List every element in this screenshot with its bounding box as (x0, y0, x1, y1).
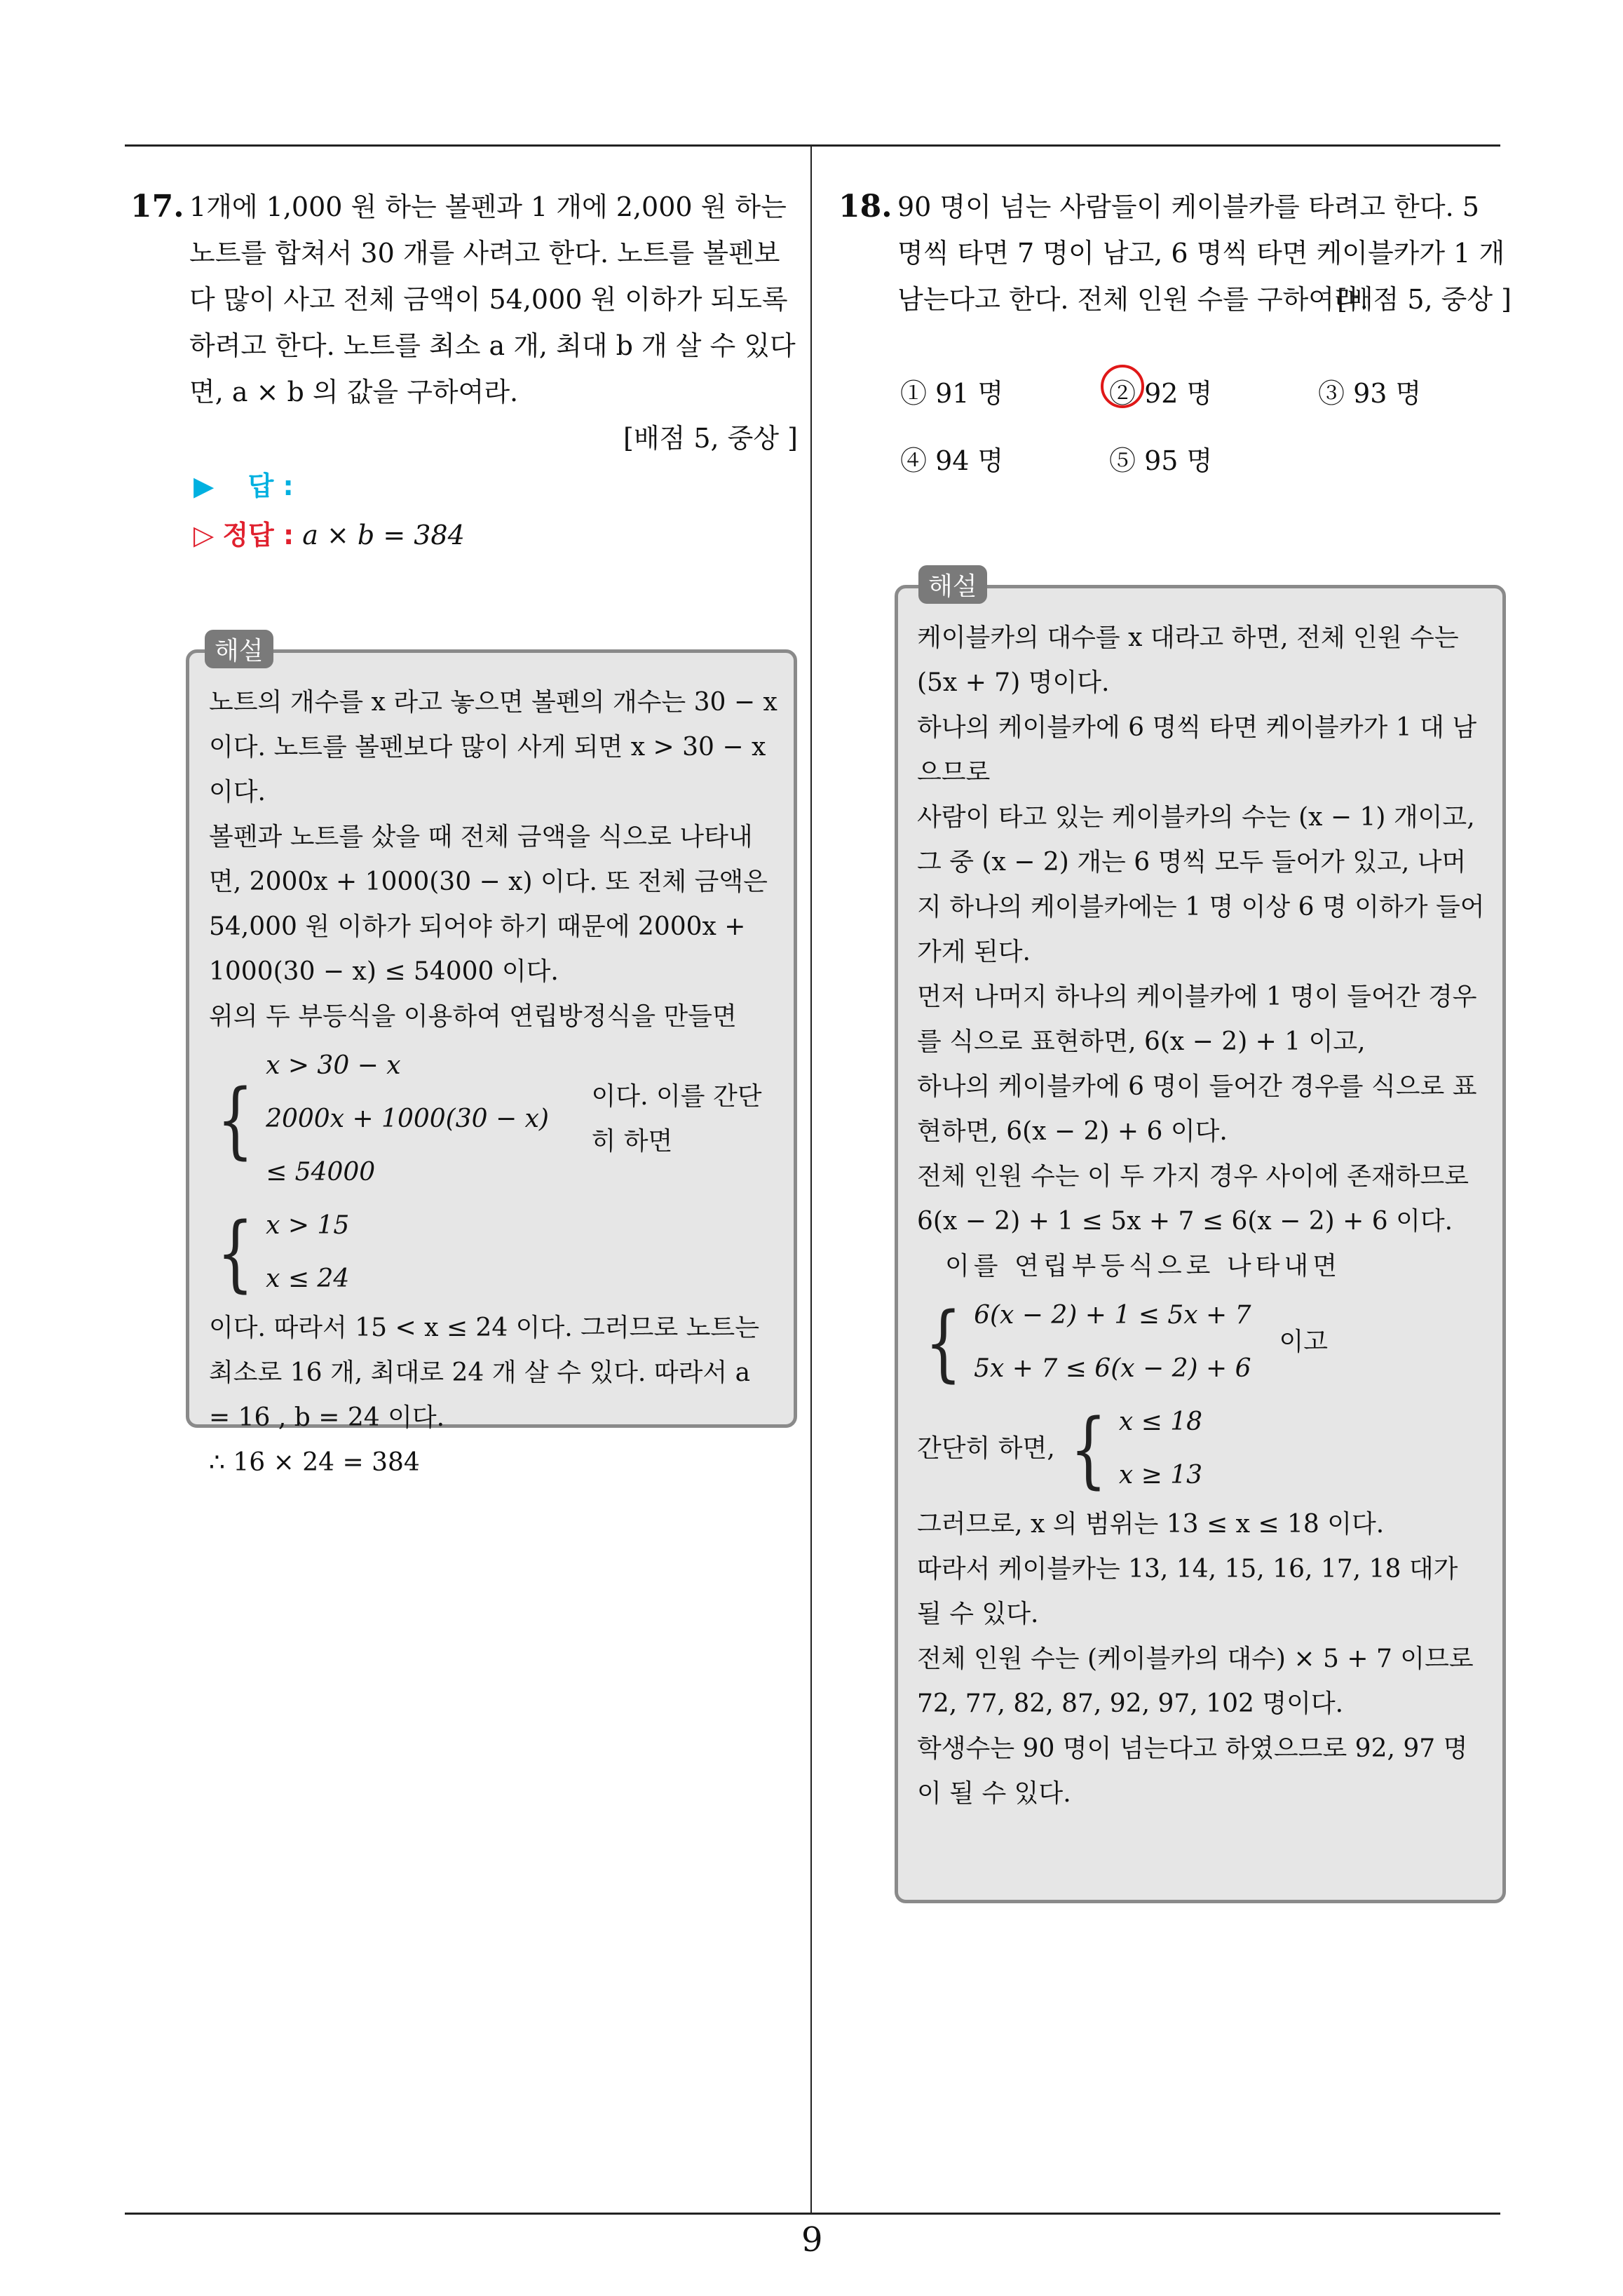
correct-value: a × b = 384 (302, 520, 465, 551)
choice-4[interactable]: ④ 94 명 (900, 445, 1004, 476)
explanation-paragraph: 하나의 케이블카에 6 명씩 타면 케이블카가 1 대 남으므로 (917, 713, 1477, 787)
inequality: 6(x − 2) + 1 ≤ 5x + 7 (974, 1301, 1251, 1330)
explanation-paragraph: ∴ 16 × 24 = 384 (209, 1448, 420, 1477)
score-label: [배점 5, 중상 ] (1337, 284, 1512, 315)
explanation-fragment: 이고 (1279, 1328, 1329, 1356)
explanation-paragraph: 케이블카의 대수를 x 대라고 하면, 전체 인원 수는 (5x + 7) 명이다. (917, 623, 1459, 697)
explanation-paragraph: 학생수는 90 명이 넘는다고 하였으므로 92, 97 명이 될 수 있다. (917, 1734, 1468, 1808)
score-label: [배점 5, 중상 ] (623, 423, 798, 454)
column-divider (810, 144, 812, 2213)
question-text: 90 명이 넘는 사람들이 케이블카를 타려고 한다. 5 명씩 타면 7 명이 남고, 6 명씩 타면 케이블카가 1 개 남는다고 한다. 전체 인원 수를 구하여라. (897, 191, 1505, 315)
system-of-inequalities (209, 1039, 778, 1199)
top-rule (125, 144, 1500, 147)
choice-1[interactable]: ① 91 명 (900, 378, 1004, 409)
answer-label: 답 : (247, 471, 294, 501)
explanation-text-17 (209, 680, 778, 1485)
selected-choice-circle-icon (1101, 365, 1144, 408)
question-17 (130, 184, 798, 461)
inequality: 5x + 7 ≤ 6(x − 2) + 6 (974, 1354, 1251, 1383)
explanation-paragraph: 볼펜과 노트를 샀을 때 전체 금액을 식으로 나타내면, 2000x + 1000(30 − x) 이다. 또 전체 금액은 54,000 원 이하가 되어야 하기 때문에 2000x + 1000(30 − x) ≤ 54000 이다. (209, 823, 768, 986)
correct-label: 정답 : (222, 520, 294, 551)
correct-answer-line (193, 512, 465, 558)
page-number: 9 (801, 2220, 823, 2260)
explanation-paragraph: 그러므로, x 의 범위는 13 ≤ x ≤ 18 이다. (917, 1510, 1385, 1539)
question-18-stem (838, 184, 1512, 323)
inequality: 2000x + 1000(30 − x) ≤ 54000 (266, 1105, 549, 1187)
system-of-inequalities (917, 1289, 1486, 1396)
inequality: x ≤ 18 (1118, 1407, 1203, 1436)
bottom-rule (125, 2213, 1500, 2215)
question-17-stem (130, 184, 798, 415)
left-brace: { (925, 1294, 962, 1391)
question-18 (838, 184, 1512, 323)
explanation-paragraph: 이다. 따라서 15 < x ≤ 24 이다. 그러므로 노트는 최소로 16 개, 최대로 24 개 살 수 있다. 따라서 a = 16 , b = 24 이다. (209, 1314, 759, 1432)
choice-3[interactable]: ③ 93 명 (1318, 378, 1422, 409)
explanation-paragraph: 먼저 나머지 하나의 케이블카에 1 명이 들어간 경우를 식으로 표현하면, 6(x − 2) + 1 이고, (917, 982, 1477, 1056)
inequality: x > 15 (266, 1211, 350, 1240)
explanation-tag: 해설 (918, 565, 987, 604)
explanation-tag: 해설 (205, 630, 273, 668)
left-brace: { (217, 1204, 254, 1301)
explanation-text-18 (917, 616, 1486, 1816)
system-of-inequalities (917, 1396, 1486, 1502)
answer-line (193, 463, 294, 509)
explanation-paragraph: 따라서 케이블카는 13, 14, 15, 16, 17, 18 대가 될 수 있다. (917, 1555, 1458, 1628)
explanation-paragraph: 이를 연립부등식으로 나타내면 (945, 1252, 1341, 1281)
question-number: 18. (838, 189, 892, 224)
explanation-fragment: 이다. 이를 간단히 하면 (591, 1082, 762, 1156)
correct-marker-icon: ▷ (193, 520, 215, 551)
left-brace: { (1070, 1400, 1107, 1497)
explanation-paragraph: 노트의 개수를 x 라고 놓으면 볼펜의 개수는 30 − x 이다. 노트를 볼펜보다 많이 사게 되면 x > 30 − x 이다. (209, 688, 777, 806)
explanation-paragraph: 전체 인원 수는 이 두 가지 경우 사이에 존재하므로 (917, 1162, 1469, 1191)
answer-choices (900, 372, 1461, 484)
explanation-paragraph: 6(x − 2) + 1 ≤ 5x + 7 ≤ 6(x − 2) + 6 이다. (917, 1207, 1453, 1236)
left-brace: { (217, 1071, 254, 1168)
explanation-paragraph: 전체 인원 수는 (케이블카의 대수) × 5 + 7 이므로 72, 77, 82, 87, 92, 97, 102 명이다. (917, 1645, 1474, 1718)
question-text: 1개에 1,000 원 하는 볼펜과 1 개에 2,000 원 하는 노트를 합쳐서 30 개를 사려고 한다. 노트를 볼펜보다 많이 사고 전체 금액이 54,000 원 이하가 되도록 하려고 한다. 노트를 최소 a 개, 최대 b 개 살 수 있다면, a × b 의 값을 구하여라. (189, 191, 796, 407)
inequality: x > 30 − x (266, 1051, 401, 1080)
inequality: x ≤ 24 (266, 1264, 350, 1293)
inequality: x ≥ 13 (1118, 1461, 1203, 1490)
question-number: 17. (130, 189, 184, 224)
explanation-paragraph: 하나의 케이블카에 6 명이 들어간 경우를 식으로 표현하면, 6(x − 2) + 6 이다. (917, 1072, 1477, 1146)
explanation-paragraph: 사람이 타고 있는 케이블카의 수는 (x − 1) 개이고, 그 중 (x − 2) 개는 6 명씩 모두 들어가 있고, 나머지 하나의 케이블카에는 1 명 이상 6 명 이하가 들어가게 된다. (917, 803, 1485, 966)
choice-2[interactable]: ② 92 명 (1109, 378, 1213, 409)
system-of-inequalities (209, 1199, 778, 1306)
answer-marker-icon: ▶ (193, 471, 215, 501)
choice-5[interactable]: ⑤ 95 명 (1109, 445, 1213, 476)
explanation-paragraph: 위의 두 부등식을 이용하여 연립방정식을 만들면 (209, 1002, 737, 1031)
explanation-fragment: 간단히 하면, (917, 1434, 1055, 1463)
